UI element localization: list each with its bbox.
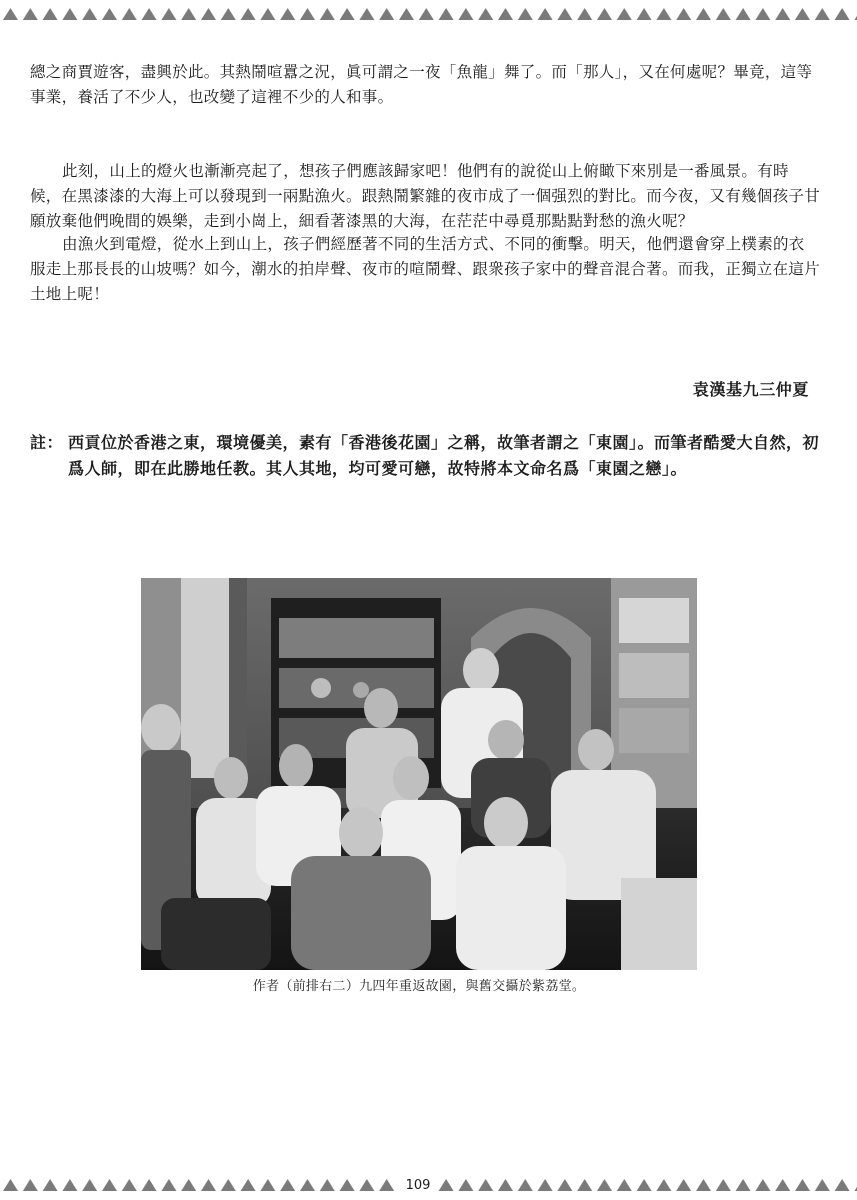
group-photo [141, 578, 697, 970]
footnote-text: 西貢位於香港之東，環境優美，素有「香港後花園」之稱，故筆者謂之「東園」。而筆者酷愛大自然，初爲人師，即在此勝地任教。其人其地，均可愛可戀，故特將本文命名爲「東園之戀」。 [68, 433, 820, 478]
footnote-label: 註： [30, 433, 64, 452]
group-photo-image [141, 578, 697, 970]
footnote [30, 430, 820, 482]
top-border [0, 6, 857, 22]
page-number: 109 [398, 1178, 438, 1194]
body-paragraph-1: 總之商賈遊客，盡興於此。其熱鬧喧囂之況，眞可謂之一夜「魚龍」舞了。而「那人」，又在何處呢？畢竟，這等事業，養活了不少人，也改變了這裡不少的人和事。 [30, 63, 813, 106]
author-signature: 袁漢基九三仲夏 [692, 380, 809, 399]
body-paragraph-2: 此刻，山上的燈火也漸漸亮起了，想孩子們應該歸家吧！他們有的說從山上俯瞰下來別是一番風景。有時候，在黑漆漆的大海上可以發現到一兩點漁火。跟熱鬧繁雜的夜市成了一個强烈的對比。而今夜，又有幾個孩子甘願放棄他們晚間的娛樂，走到小崗上，細看著漆黑的大海，在茫茫中尋覓那點點對愁的漁火呢？ [30, 162, 821, 230]
photo-caption: 作者（前排右二）九四年重返故園，與舊交攝於紫荔堂。 [252, 979, 586, 994]
top-border-triangles [0, 6, 857, 22]
body-paragraph-3: 由漁火到電燈，從水上到山上，孩子們經歷著不同的生活方式、不同的衝擊。明天，他們還會穿上樸素的衣服走上那長長的山坡嗎？如今，潮水的拍岸聲、夜市的喧鬧聲、跟衆孩子家中的聲音混合著。而我，正獨立在這片土地上呢！ [30, 235, 821, 303]
